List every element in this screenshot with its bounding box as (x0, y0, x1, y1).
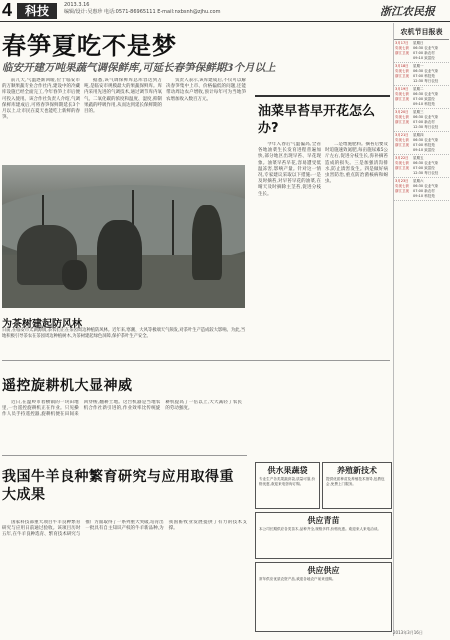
schedule-channel: 浙江卫视 (395, 166, 409, 170)
tv-schedule-sidebar (393, 23, 449, 636)
schedule-item (394, 171, 449, 176)
ad-1-text: 专业生产各类果蔬套袋,质量可靠,价格优惠,欢迎来电咨询订购。 (259, 477, 316, 486)
right-body-col1 (258, 142, 321, 382)
masthead-rule (0, 21, 450, 22)
schedule-channel: 央视七套 (395, 46, 409, 50)
ad-4-text: 常年供应优质农资产品,欢迎各地农户前来选购。 (259, 577, 336, 581)
schedule-program: 12:30 每日农经 (413, 125, 439, 129)
schedule-channel (395, 171, 413, 176)
cattle-body-text: 国家科技部重大项目牛羊良种繁育研究与应用日前通过验收。该项目历时五年,在牛羊良种选育、繁育技术研究与推广方面取得了一系列重大突破,培育出一批具有自主知识产权的牛羊新品种,为我国畜牧业发展提供了有力的技术支撑。 (2, 520, 247, 538)
section-divider (2, 455, 247, 456)
footer-date: 2013年3月16日 (393, 630, 423, 635)
schedule-group (394, 86, 449, 109)
schedule-group (394, 132, 449, 155)
photo-person (97, 220, 142, 290)
schedule-channel: 3月19日 (395, 87, 409, 91)
photo-tree (172, 200, 174, 255)
schedule-channel: 浙江卫视 (395, 74, 409, 78)
schedule-group (394, 63, 449, 86)
ad-box-1 (255, 462, 320, 509)
main-subhead: 临安开建万吨果蔬气调保鲜库,可延长春笋保鲜期3个月以上 (2, 62, 276, 74)
schedule-channel: 央视七套 (395, 115, 409, 119)
schedule-program: 06:30 农业气象 (413, 115, 439, 119)
sidebar-title: 农机节目报表 (394, 23, 449, 40)
schedule-item (394, 79, 449, 84)
schedule-channel: 浙江卫视 (395, 51, 409, 55)
schedule-channel (395, 102, 413, 107)
rotary-headline: 遥控旋耕机大显神威 (2, 378, 133, 394)
schedule-program: 09:10 科技苑 (413, 102, 435, 106)
schedule-program: 星期五 (413, 156, 424, 160)
section-divider (2, 360, 390, 361)
schedule-channel (395, 194, 413, 199)
masthead-meta (64, 2, 220, 16)
schedule-program: 06:30 农业气象 (413, 92, 439, 96)
masthead-editor-line: 编辑/设计:吴惠珍 电话:0571-86965111 E-mail:nxbsnh@zjhu.com (64, 9, 221, 15)
schedule-program: 星期六 (413, 179, 424, 183)
schedule-program: 星期二 (413, 87, 424, 91)
schedule-item (394, 194, 449, 199)
schedule-channel: 浙江卫视 (395, 189, 409, 193)
schedule-item (394, 56, 449, 61)
photo-caption-title: 为茶树建起防风林 (2, 319, 82, 330)
newspaper-brand: 浙江农民报 (380, 5, 435, 18)
schedule-program: 09:10 致富经 (413, 56, 435, 60)
ad-box-4 (255, 562, 392, 632)
schedule-channel: 3月20日 (395, 110, 409, 114)
schedule-program: 06:30 农业气象 (413, 184, 439, 188)
right-headline: 油菜早苔早开花怎么办? (258, 104, 376, 136)
schedule-program: 星期日 (413, 41, 424, 45)
masthead (0, 0, 450, 22)
schedule-channel: 3月18日 (395, 64, 409, 68)
schedule-channel (395, 148, 413, 153)
main-headline: 春笋夏吃不是梦 (2, 32, 177, 60)
schedule-channel (395, 125, 413, 130)
schedule-program: 07:00 新农村 (413, 189, 435, 193)
schedule-channel: 浙江卫视 (395, 97, 409, 101)
schedule-program: 09:10 科技苑 (413, 194, 435, 198)
schedule-program: 星期四 (413, 133, 424, 137)
schedule-program: 07:00 致富经 (413, 166, 435, 170)
rotary-body (2, 400, 242, 450)
schedule-program: 12:30 每日农经 (413, 171, 439, 175)
schedule-program: 06:30 农业气象 (413, 46, 439, 50)
schedule-channel: 央视七套 (395, 161, 409, 165)
right-body-text-2: 二是增施肥料。摘苔后要及时追施速效氮肥,每亩施尿素5公斤左右,促进分枝生长,弥补摘苔造成的损失。三是加强清沟排水,防止渍害发生。四是做好病虫害防治,重点防治菌核病和蚜虫。 (325, 142, 388, 185)
sidebar-groups (394, 40, 449, 201)
ad-3-title: 供应青苗 (307, 516, 340, 525)
ad-1-title: 供水果蔬袋 (267, 466, 308, 475)
schedule-program: 09:10 致富经 (413, 148, 435, 152)
schedule-channel (395, 79, 413, 84)
schedule-program: 07:00 新农村 (413, 51, 435, 55)
schedule-group (394, 178, 449, 201)
schedule-channel: 浙江卫视 (395, 143, 409, 147)
main-body-text-3: 负责人表示,该库建成后,不仅可以解决春笋集中上市、价格偏低的问题,还能带动周边农户增收,预计每年可为当地笋农增加收入数百万元。 (166, 78, 246, 102)
schedule-group (394, 40, 449, 63)
cattle-headline: 我国牛羊良种繁育研究与应用取得重大成果 (2, 469, 234, 503)
schedule-program: 06:30 农业气象 (413, 161, 439, 165)
main-body-col3 (166, 78, 246, 162)
schedule-channel: 央视七套 (395, 92, 409, 96)
main-body-text-2: 据悉,该气调保鲜库总库容达到万吨,是临安市规模最大的果蔬保鲜库。库内采用先进的气调技术,通过调节库内氧气、二氧化碳的浓度和温度、湿度,抑制果蔬的呼吸作用,从而达到延长保鲜期的目的。 (84, 78, 162, 115)
photo-person (192, 205, 222, 280)
schedule-item (394, 102, 449, 107)
cattle-body (2, 520, 247, 630)
schedule-channel: 3月17日 (395, 41, 409, 45)
schedule-program: 星期三 (413, 110, 424, 114)
schedule-group (394, 109, 449, 132)
schedule-item (394, 148, 449, 153)
schedule-channel: 3月22日 (395, 156, 409, 160)
ad-box-3 (255, 512, 392, 559)
schedule-channel: 3月23日 (395, 179, 409, 183)
schedule-group (394, 155, 449, 178)
schedule-channel: 央视七套 (395, 69, 409, 73)
ad-2-title: 养殖新技术 (337, 466, 377, 475)
ad-box-2 (322, 462, 392, 509)
main-body-text-1: 前几天,气温逐渐回暖,位于临安市的万顺果蔬专业合作社内,建设中的冷藏库设施已经全面完工,今年春笋上市后便可投入使用。该合作社负责人介绍,气调保鲜库建成后,可将春笋保鲜期延长3个月以上,让市民在夏天也能吃上新鲜的春笋。 (2, 78, 80, 121)
ad-2-text: 提供优质种苗及养殖技术指导,包教包会,免费上门服务。 (326, 477, 385, 486)
schedule-program: 07:00 科技苑 (413, 74, 435, 78)
schedule-channel: 央视七套 (395, 184, 409, 188)
right-body-col2 (325, 142, 388, 382)
schedule-channel: 3月21日 (395, 133, 409, 137)
photo-caption: 日前,在临安市太湖源镇,茶农们正在茶园周边种植防风林。近年来,寒潮、大风等极端天气频发,对茶叶生产造成较大影响。为此,当地积极引导茶农在茶园周边种植树木,为茶树建起绿色屏障,保护茶叶生产安全。 (2, 328, 246, 339)
main-body-col1 (2, 78, 80, 162)
schedule-program: 07:00 科技苑 (413, 143, 435, 147)
schedule-channel (395, 56, 413, 61)
schedule-program: 06:30 农业气象 (413, 69, 439, 73)
schedule-program: 06:30 农业气象 (413, 138, 439, 142)
right-body-text-1: 今年入春后气温偏高,全省各地油菜生长发育进程普遍加快,部分地区出现早苔、早花现象。油菜早苔早花,容易遭受低温冻害,影响产量。针对这一情况,专家建议采取以下措施:一是及时摘苔,对早苔早花的油菜,在晴天及时摘除主茎苔,促进分枝生长。 (258, 142, 321, 197)
schedule-program: 07:00 新农村 (413, 120, 435, 124)
ad-4-title: 供应供应 (307, 566, 340, 575)
schedule-program: 星期一 (413, 64, 424, 68)
section-label: 科技 (17, 3, 57, 19)
schedule-program: 07:00 致富经 (413, 97, 435, 101)
page-number: 4 (2, 0, 13, 20)
ad-3-text: 本公司长期供应各类苗木,品种齐全,规格多样,价格优惠。欢迎来人来电洽谈。 (259, 527, 382, 531)
photo-person (62, 260, 87, 290)
main-body-col2 (84, 78, 162, 162)
news-photo (2, 165, 245, 308)
rotary-body-text: 近日,在温岭市箬横镇的一块田地里,一台遥控旋耕机正在作业。只见操作人员手持遥控器,旋耕机便在田间来回穿梭,翻耕土地。这台机器是当地农机合作社新引进的,作业效率比传统旋耕机提高了一倍以上,大大减轻了农民的劳动强度。 (2, 400, 242, 418)
schedule-channel: 央视七套 (395, 138, 409, 142)
schedule-channel: 浙江卫视 (395, 120, 409, 124)
schedule-program: 12:30 每日农经 (413, 79, 439, 83)
schedule-item (394, 125, 449, 130)
masthead-date: 2013.3.16 (64, 2, 90, 8)
